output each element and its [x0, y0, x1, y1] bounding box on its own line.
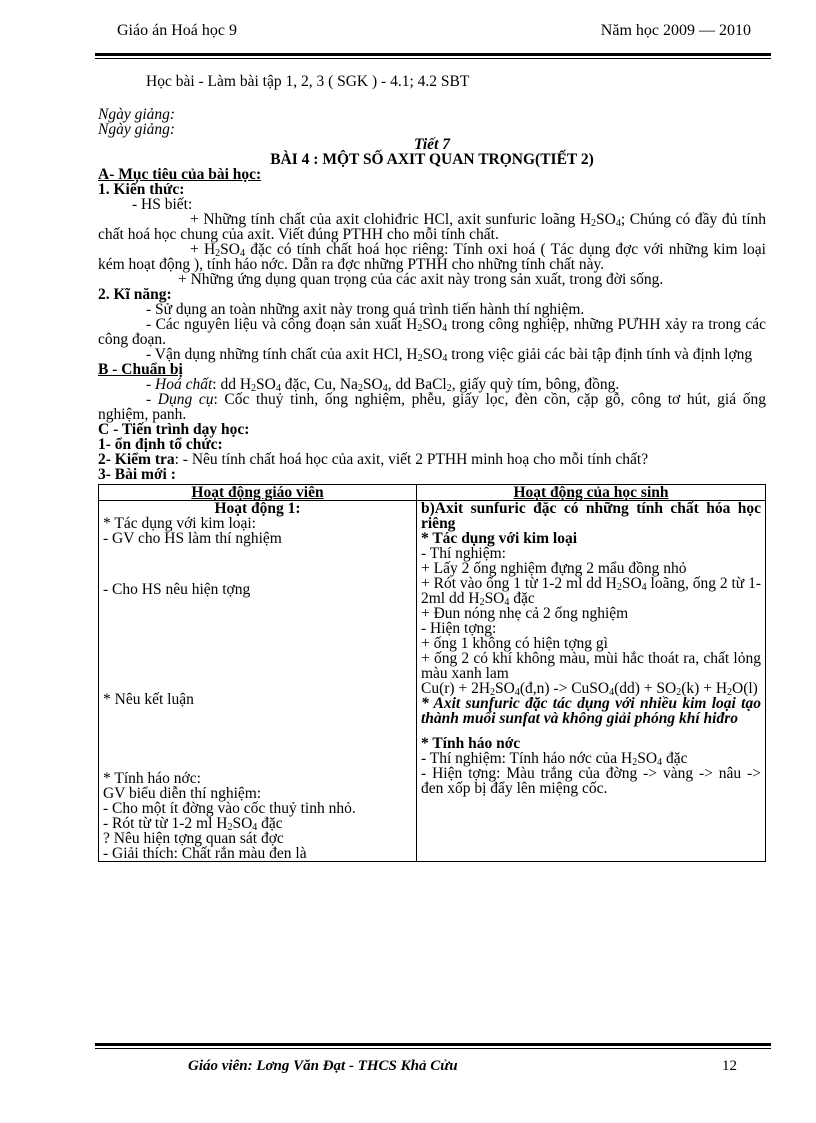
skills-heading: 2. Kĩ năng: [98, 286, 172, 303]
skill-item-1: - Sử dụng an toàn những axit này trong quá trình tiến hành thí nghiệm. [146, 301, 585, 318]
objectives-heading: A- Mục tiêu của bài học: [98, 166, 262, 183]
skill-item-3: - Vận dụng những tính chất của axit HCl, $H_2SO_4$ trong việc giải các bài tập định tính và định lợng [146, 346, 753, 364]
table-head-teacher: Hoạt động giáo viên [99, 485, 417, 501]
document-body [98, 74, 766, 862]
skill-item-2: - Các nguyên liệu và công đoạn sản xuất $H_2SO_4$ trong công nghiệp, những PƯHH xảy ra trong các công đoạn. [98, 316, 767, 348]
homework-line: Học bài - Làm bài tập 1, 2, 3 ( SGK ) - 4.1; 4.2 SBT [146, 73, 470, 90]
footer-rule-thin [95, 1048, 771, 1049]
process-step-3: 3- Bài mới : [98, 466, 176, 483]
footer-rule-thick [95, 1043, 771, 1046]
date-line-1: Ngày giảng: [98, 106, 176, 123]
lesson-number: Tiết 7 [413, 136, 450, 153]
header-rule-thin [95, 58, 771, 59]
hs-biet: - HS biết: [132, 196, 193, 213]
process-heading: C - Tiến trình dạy học: [98, 421, 250, 438]
knowledge-item-3: + Những ứng dụng quan trọng của các axit này trong sản xuất, trong đời sống. [178, 271, 664, 288]
header-subject: Giáo án Hoá học 9 [117, 22, 237, 39]
table-head-student: Hoạt động của học sinh [417, 485, 766, 501]
lesson-title: BÀI 4 : MỘT SỐ AXIT QUAN TRỌNG(TIẾT 2) [270, 151, 594, 168]
header-rule-thick [95, 53, 771, 56]
knowledge-heading: 1. Kiến thức: [98, 181, 185, 198]
knowledge-item-2: + $H_2SO_4$ đặc có tính chất hoá học riêng: Tính oxi hoá ( Tác dụng đợc với những kim loại kém hoạt động ), tính háo nớc. Dẫn ra đợc những PTHH cho những tính chất này. [98, 241, 766, 273]
prep-chemicals: - Hoá chất: dd $H_2SO_4$ đặc, Cu, $Na_2SO_4$, dd BaCl$_2$, giấy quỳ tím, bông, đồng. [146, 376, 620, 394]
activity-table [98, 484, 766, 862]
teacher-activity-cell: Hoạt động 1: * Tác dụng với kim loại: - GV cho HS làm thí nghiệm - Cho HS nêu hiện tợng * Nêu kết luận * Tính háo nớc: GV biểu diễn thí nghiệm: - Cho một ít đờng vào cốc thuỷ tinh nhỏ. - Rót từ từ 1-2 ml $H_2SO_4$ đặc ? Nêu hiện tợng quan sát đợc - Giải thích: Chất rắn màu đen là [99, 501, 417, 862]
header-year: Năm học 2009 — 2010 [600, 22, 751, 39]
footer-page-number: 12 [722, 1058, 737, 1074]
table-row [99, 501, 766, 862]
prep-heading: B - Chuẩn bị [98, 361, 183, 378]
knowledge-item-1: + Những tính chất của axit clohiđric HCl, axit sunfuric loãng $H_2SO_4$; Chúng có đầy đủ tính chất hoá học chung của axit. Viết đúng PTHH cho mỗi tính chất. [98, 211, 766, 243]
student-activity-cell: b)Axit sunfuric đặc có những tính chất hóa học riêng * Tác dụng với kim loại - Thí nghiệm: + Lấy 2 ống nghiệm đựng 2 mẩu đồng nhỏ + Rót vào ống 1 từ 1-2 ml dd $H_2SO_4$ loãng, ống 2 từ 1- 2ml dd $H_2SO_4$ đặc + Đun nóng nhẹ cả 2 ống nghiệm - Hiện tợng: + ống 1 không có hiện tợng gì + ống 2 có khí không màu, mùi hắc thoát ra, chất lỏng màu xanh lam $Cu(r) + 2H_2SO_4(đ,n)$ -> CuSO$_4$(dd) + $SO_2(k) + H_2O(l)$ * Axit sunfuric đặc tác dụng với nhiều kim loại tạo thành muối sunfat và không giải phóng khí hiđro * Tính háo nớc - Thí nghiệm: Tính háo nớc của $H_2SO_4$ đặc - Hiện tợng: Màu trắng của đờng -> vàng -> nâu -> đen xốp bị đẩy lên miệng cốc. [417, 501, 766, 862]
process-step-1: 1- ổn định tổ chức: [98, 436, 223, 453]
prep-tools: - Dụng cụ: Cốc thuỷ tinh, ống nghiệm, phễu, giấy lọc, đèn cồn, cặp gỗ, công tơ hút, giá ống nghiệm, panh. [98, 391, 766, 423]
footer-teacher: Giáo viên: Lơng Văn Đạt - THCS Khả Cửu [188, 1058, 458, 1074]
process-step-2: 2- Kiểm tra: - Nêu tính chất hoá học của axit, viết 2 PTHH minh hoạ cho mỗi tính chất? [98, 451, 649, 468]
date-line-2: Ngày giảng: [98, 121, 176, 138]
